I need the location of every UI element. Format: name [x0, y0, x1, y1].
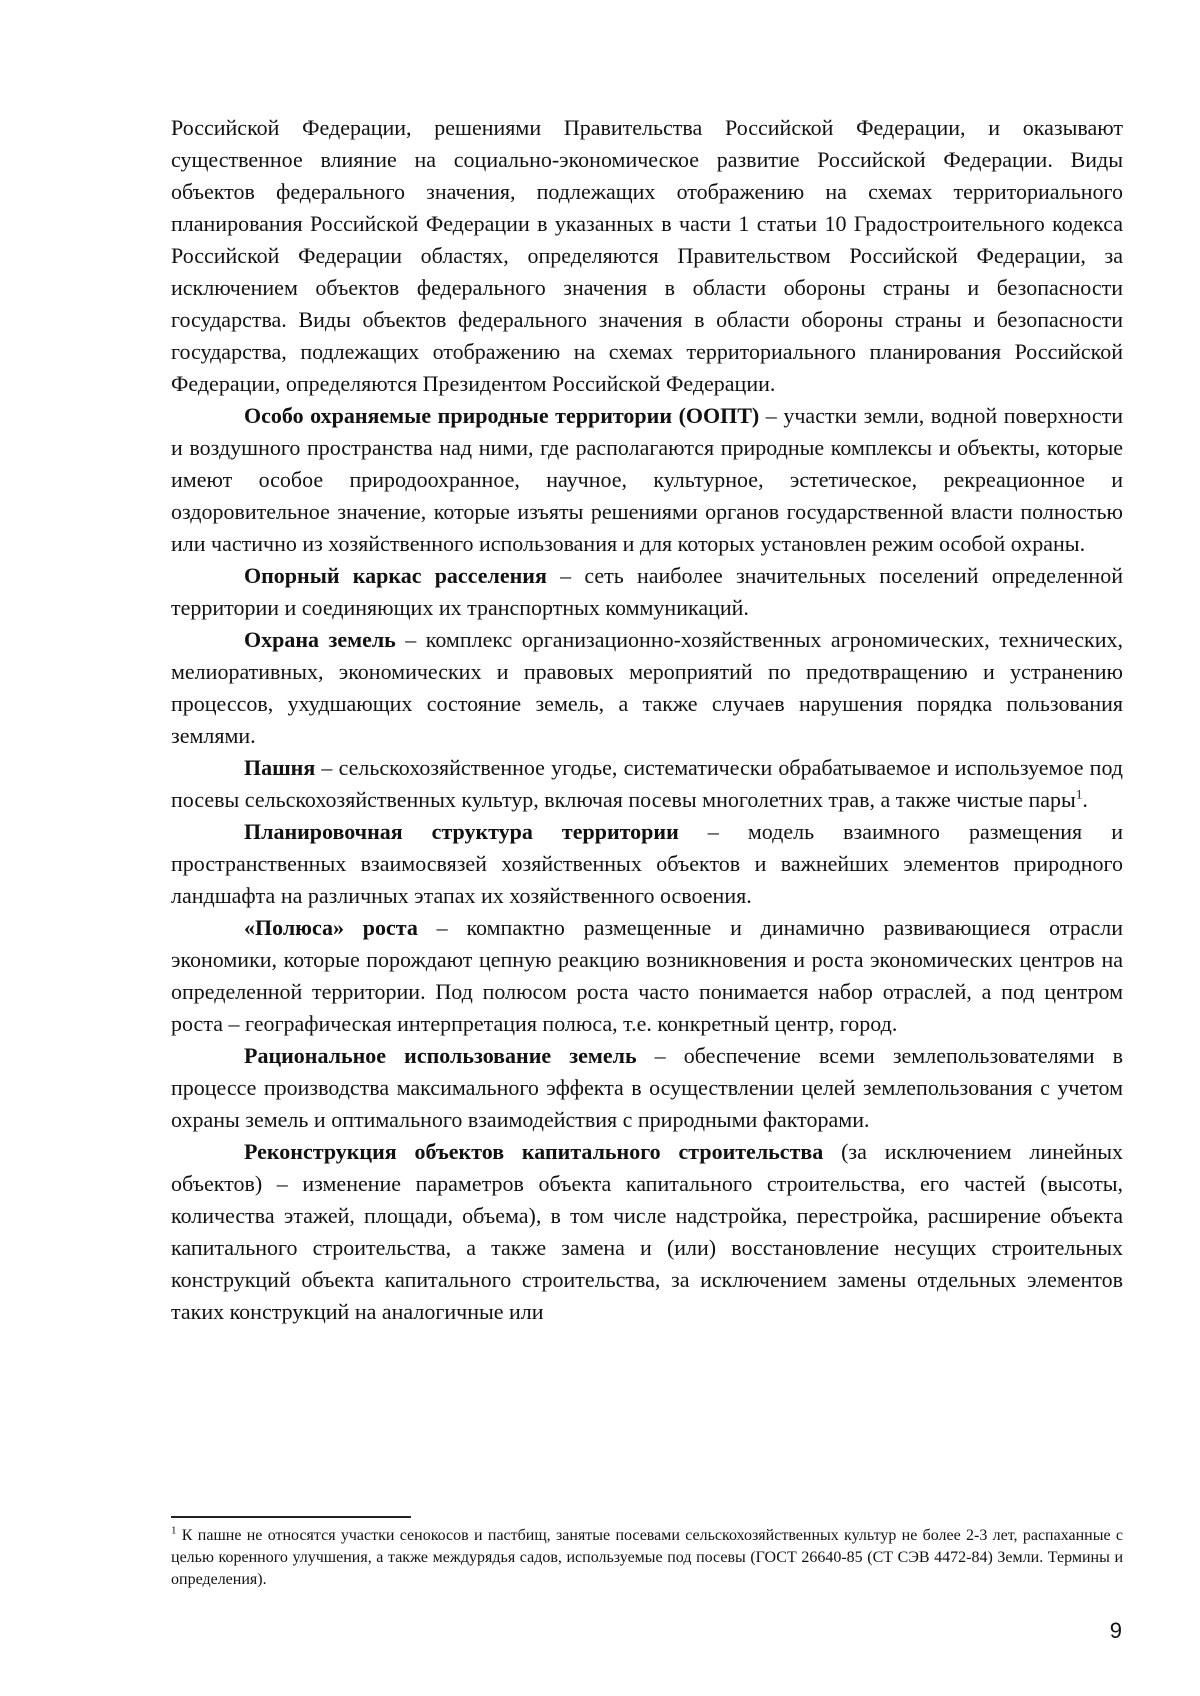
term-rational-land-use: Рациональное использование земель: [244, 1043, 637, 1068]
footnote: [171, 1525, 1123, 1591]
definition-text: – сельскохозяйственное угодье, систематически обрабатываемое и используемое под посевы сельскохозяйственных культур, включая посевы многолетних трав, а также чистые пары: [171, 755, 1123, 812]
definition-reconstruction: [171, 1136, 1123, 1328]
footnote-text: К пашне не относятся участки сенокосов и пастбищ, занятые посевами сельскохозяйственных культур не более 2-3 лет, распаханные с целью коренного улучшения, а также междурядья садов, используемые под посевы (ГОСТ 26640-85 (СТ СЭВ 4472-84) Земли. Термины и определения).: [171, 1527, 1123, 1588]
term-settlement-frame: Опорный каркас расселения: [244, 563, 547, 588]
term-growth-poles: «Полюса» роста: [244, 915, 418, 940]
definition-growth-poles: [171, 912, 1123, 1040]
definition-planning-structure: [171, 816, 1123, 912]
term-arable-land: Пашня: [244, 755, 316, 780]
definition-rational-land-use: [171, 1040, 1123, 1136]
definition-text: (за исключением линейных объектов) – изменение параметров объекта капитального строительства, его частей (высоты, количества этажей, площади, объема), в том числе надстройка, перестройка, расширение объекта капитального строительства, а также замена и (или) восстановление несущих строительных конструкций объекта капитального строительства, за исключением замены отдельных элементов таких конструкций на аналогичные или: [171, 1139, 1124, 1324]
footnote-marker: 1: [171, 1524, 177, 1537]
definition-tail: .: [1082, 787, 1088, 812]
page-body: [171, 112, 1123, 1328]
definition-text: – модель взаимного размещения и пространственных взаимосвязей хозяйственных объектов и важнейших элементов природного ландшафта на различных этапах их хозяйственного освоения.: [171, 819, 1123, 908]
definition-text: – участки земли, водной поверхности и воздушного пространства над ними, где располагаются природные комплексы и объекты, которые имеют особое природоохранное, научное, культурное, эстетическое, рекреационное и оздоровительное значение, которые изъяты решениями органов государственной власти полностью или частично из хозяйственного использования и для которых установлен режим особой охраны.: [171, 403, 1123, 556]
term-oopt: Особо охраняемые природные территории (ООПТ): [244, 403, 760, 428]
definition-text: – обеспечение всеми землепользователями в процессе производства максимального эффекта в осуществлении целей землепользования с учетом охраны земель и оптимального взаимодействия с природными факторами.: [171, 1043, 1123, 1132]
definition-oopt: [171, 400, 1123, 560]
footnote-separator: [171, 1516, 411, 1518]
definition-text: – сеть наиболее значительных поселений определенной территории и соединяющих их транспортных коммуникаций.: [171, 563, 1123, 620]
footnote-reference[interactable]: 1: [1075, 786, 1083, 802]
paragraph-federal-objects: [171, 112, 1123, 400]
term-land-protection: Охрана земель: [244, 627, 396, 652]
definition-text: – комплекс организационно-хозяйственных агрономических, технических, мелиоративных, экономических и правовых мероприятий по предотвращению и устранению процессов, ухудшающих состояние земель, а также случаев нарушения порядка пользования землями.: [171, 627, 1123, 748]
definition-arable-land: [171, 752, 1123, 816]
definition-text: – компактно размещенные и динамично развивающиеся отрасли экономики, которые порождают цепную реакцию возникновения и роста экономических центров на определенной территории. Под полюсом роста часто понимается набор отраслей, а под центром роста – географическая интерпретация полюса, т.е. конкретный центр, город.: [171, 915, 1123, 1036]
term-reconstruction: Реконструкция объектов капитального строительства: [244, 1139, 824, 1164]
term-planning-structure: Планировочная структура территории: [244, 819, 679, 844]
page-number: 9: [1109, 1618, 1122, 1643]
definition-land-protection: [171, 624, 1123, 752]
paragraph-text: Российской Федерации, решениями Правительства Российской Федерации, и оказывают существенное влияние на социально-экономическое развитие Российской Федерации. Виды объектов федерального значения, подлежащих отображению на схемах территориального планирования Российской Федерации в указанных в части 1 статьи 10 Градостроительного кодекса Российской Федерации областях, определяются Правительством Российской Федерации, за исключением объектов федерального значения в области обороны страны и безопасности государства. Виды объектов федерального значения в области обороны страны и безопасности государства, подлежащих отображению на схемах территориального планирования Российской Федерации, определяются Президентом Российской Федерации.: [171, 115, 1123, 396]
definition-settlement-frame: [171, 560, 1123, 624]
